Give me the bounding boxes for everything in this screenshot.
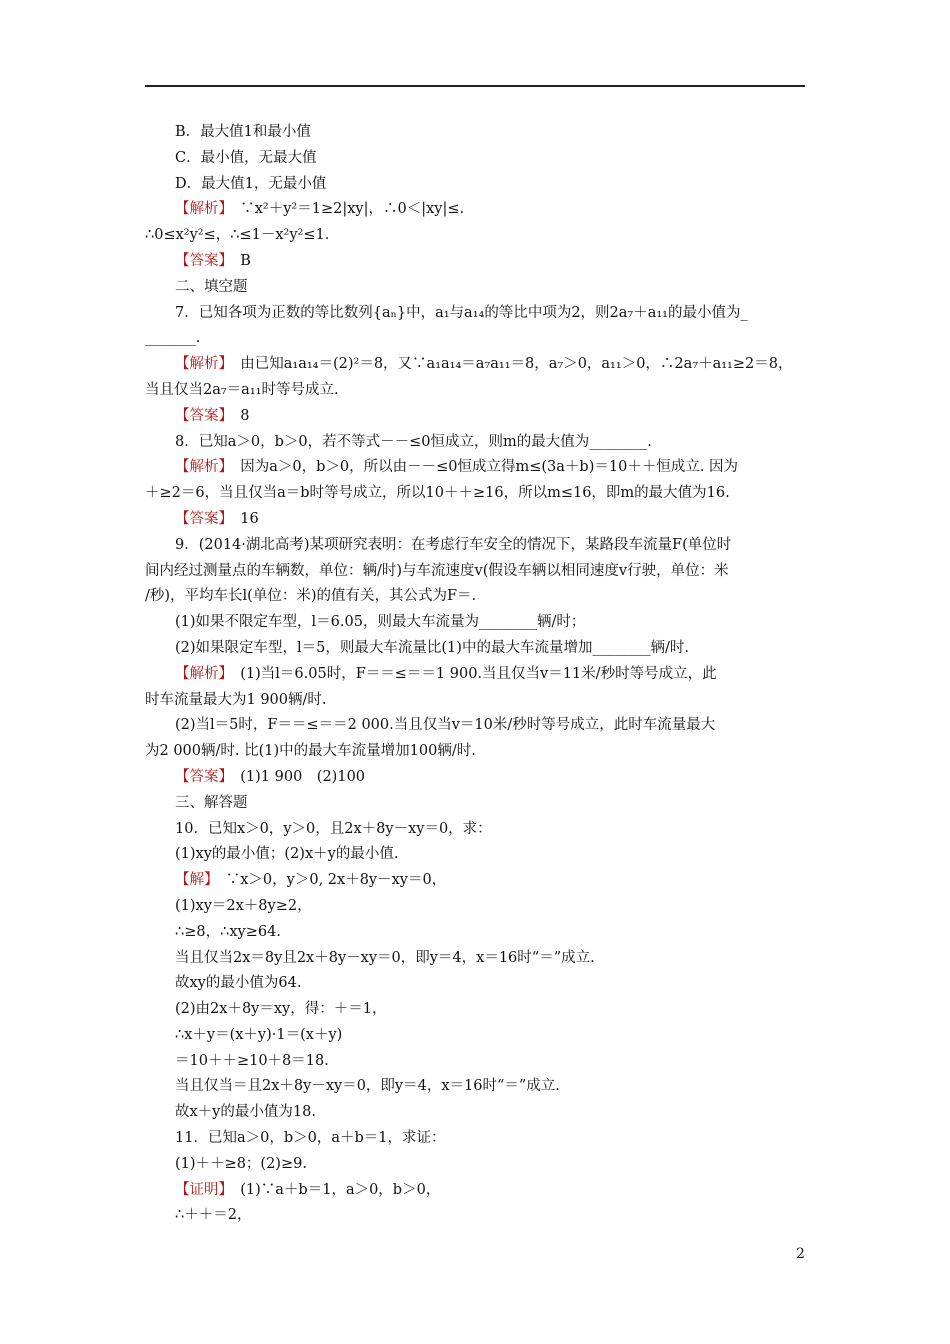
text-line [145, 1074, 809, 1100]
text-line [145, 378, 809, 404]
line-text: 8．已知a＞0，b＞0，若不等式－－≤0恒成立，则m的最大值为________. [175, 433, 652, 450]
line-text: (1)当l＝6.05时，F＝＝≤＝＝1 900.当且仅当v＝11米/秒时等号成立，此 [225, 665, 717, 682]
text-line [145, 120, 809, 146]
section-tag: 【解析】 [175, 201, 226, 218]
line-text: 8 [225, 407, 250, 424]
line-text: D．最大值1，无最小值 [175, 175, 327, 192]
line-text: /秒)，平均车长l(单位：米)的值有关，其公式为F＝. [145, 588, 477, 605]
line-text: ∴0≤x²y²≤，∴≤1－x²y²≤1. [145, 227, 330, 244]
text-line [145, 1049, 809, 1075]
line-text: 9．(2014·湖北高考)某项研究表明：在考虑行车安全的情况下，某路段车流量F(单位时 [175, 536, 732, 553]
text-line [145, 765, 809, 791]
line-text: 故x＋y的最小值为18. [175, 1104, 316, 1121]
line-text: (1)∵a＋b＝1，a＞0，b＞0， [225, 1181, 441, 1198]
text-line [145, 920, 809, 946]
text-line [145, 301, 809, 327]
line-text: 故xy的最小值为64. [175, 975, 302, 992]
text-line [145, 997, 809, 1023]
line-text: 时车流量最大为1 900辆/时. [145, 691, 327, 708]
section-tag: 【答案】 [175, 407, 226, 424]
line-text: 三、解答题 [175, 794, 248, 811]
section-tag: 【解析】 [175, 356, 226, 373]
text-line [145, 817, 809, 843]
line-text: ∴x＋y＝(x＋y)·1＝(x＋y) [175, 1026, 343, 1043]
line-text: ＝10＋＋≥10＋8＝18. [175, 1052, 329, 1069]
text-line [145, 172, 809, 198]
text-line [145, 430, 809, 456]
text-line [145, 894, 809, 920]
line-text: 间内经过测量点的车辆数，单位：辆/时)与车流速度v(假设车辆以相同速度v行驶，单位：米 [145, 562, 729, 579]
text-line [145, 946, 809, 972]
text-line [145, 1152, 809, 1178]
text-line [145, 559, 809, 585]
line-text: 11．已知a＞0，b＞0，a＋b＝1，求证： [175, 1130, 446, 1147]
text-line [145, 1023, 809, 1049]
line-text: 当且仅当2x＝8y且2x＋8y－xy＝0，即y＝4，x＝16时“＝”成立. [175, 949, 595, 966]
line-text: B．最大值1和最小值 [175, 124, 311, 140]
section-tag: 【答案】 [175, 252, 226, 269]
line-text: 由已知a₁a₁₄＝(2)²＝8，又∵a₁a₁₄＝a₇a₁₁＝8，a₇＞0，a₁₁＞0，∴2a₇＋a₁₁≥2＝8， [225, 356, 793, 373]
line-text: (1)xy的最小值；(2)x＋y的最小值. [175, 846, 399, 863]
text-line [145, 713, 809, 739]
document-body [145, 120, 809, 1229]
line-text: (1)1 900 (2)100 [225, 768, 366, 785]
section-tag: 【答案】 [175, 768, 226, 785]
line-text: (2)如果限定车型，l＝5，则最大车流量比(1)中的最大车流量增加________辆/时. [175, 639, 689, 656]
text-line [145, 1100, 809, 1126]
text-line [145, 275, 809, 301]
line-text: 二、填空题 [175, 278, 248, 295]
text-line [145, 146, 809, 172]
line-text: 16 [225, 510, 259, 527]
section-tag: 【证明】 [175, 1181, 226, 1198]
text-line [145, 249, 809, 275]
line-text: 当且仅当＝且2x＋8y－xy＝0，即y＝4，x＝16时“＝”成立. [175, 1078, 560, 1095]
text-line [145, 1126, 809, 1152]
section-tag: 【答案】 [175, 510, 226, 527]
line-text: 当且仅当2a₇＝a₁₁时等号成立. [145, 381, 339, 398]
line-text: (2)由2x＋8y＝xy，得：＋＝1， [175, 1001, 387, 1018]
line-text: ∵x²＋y²＝1≥2|xy|，∴0＜|xy|≤. [225, 201, 465, 218]
text-line [145, 197, 809, 223]
line-text: B [225, 252, 251, 269]
page-number: 2 [796, 1246, 805, 1262]
text-line [145, 533, 809, 559]
text-line [145, 326, 809, 352]
section-tag: 【解析】 [175, 665, 226, 682]
text-line [145, 223, 809, 249]
line-text: 为2 000辆/时. 比(1)中的最大车流量增加100辆/时. [145, 743, 476, 760]
line-text: 因为a＞0，b＞0，所以由－－≤0恒成立得m≤(3a＋b)＝10＋＋恒成立. 因为 [225, 459, 739, 476]
line-text: ∵x＞0，y＞0, 2x＋8y－xy＝0， [211, 872, 447, 889]
text-line [145, 352, 809, 378]
header-rule [145, 85, 805, 87]
text-line [145, 868, 809, 894]
text-line [145, 842, 809, 868]
text-line [145, 1203, 809, 1229]
line-text: 7．已知各项为正数的等比数列{aₙ}中，a₁与a₁₄的等比中项为2，则2a₇＋a₁₁的最小值为_ [175, 304, 748, 321]
line-text: (2)当l＝5时，F＝＝≤＝＝2 000.当且仅当v＝10米/秒时等号成立，此时车流量最大 [175, 717, 716, 734]
line-text: _______. [145, 330, 201, 347]
text-line [145, 507, 809, 533]
line-text: 10．已知x＞0，y＞0，且2x＋8y－xy＝0，求： [175, 820, 492, 837]
section-tag: 【解】 [175, 872, 212, 889]
line-text: (1)如果不限定车型，l＝6.05，则最大车流量为________辆/时； [175, 614, 586, 631]
text-line [145, 610, 809, 636]
text-line [145, 481, 809, 507]
text-line [145, 971, 809, 997]
line-text: ＋≥2＝6，当且仅当a＝b时等号成立，所以10＋＋≥16，所以m≤16，即m的最大值为16. [145, 485, 730, 502]
text-line [145, 662, 809, 688]
line-text: (1)xy＝2x＋8y≥2， [175, 897, 312, 914]
text-line [145, 584, 809, 610]
text-line [145, 791, 809, 817]
line-text: (1)＋＋≥8；(2)≥9. [175, 1155, 307, 1172]
text-line [145, 688, 809, 714]
text-line [145, 1178, 809, 1204]
line-text: C．最小值，无最大值 [175, 149, 317, 166]
section-tag: 【解析】 [175, 459, 226, 476]
line-text: ∴＋＋＝2， [175, 1207, 252, 1224]
line-text: ∴≥8，∴xy≥64. [175, 923, 281, 940]
text-line [145, 404, 809, 430]
text-line [145, 636, 809, 662]
text-line [145, 455, 809, 481]
text-line [145, 739, 809, 765]
